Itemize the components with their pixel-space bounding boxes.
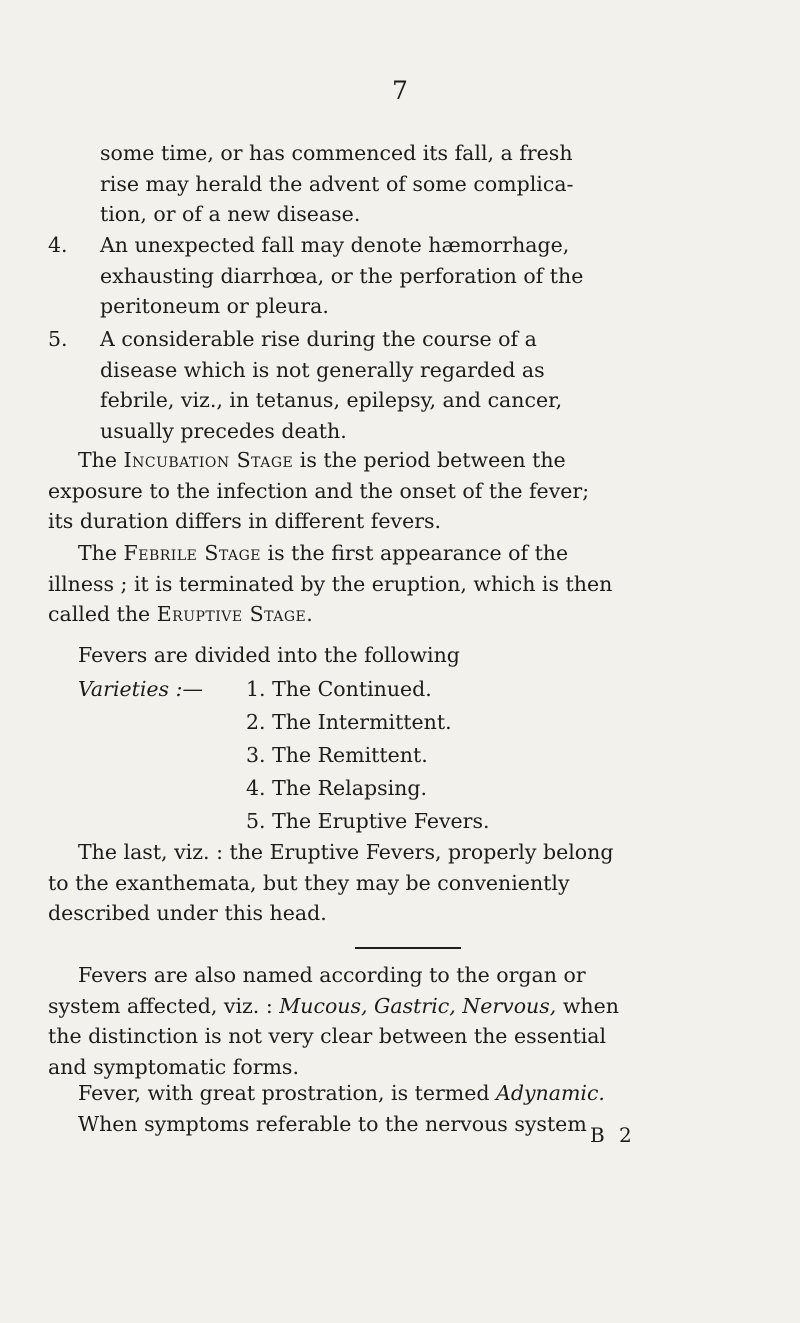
text-line [48,445,770,476]
text-line: described under this head. [48,901,327,925]
term-adynamic: Adynamic. [496,1081,605,1105]
text-line: peritoneum or pleura. [100,294,329,318]
text-span: when [556,993,619,1018]
text-line: and symptomatic forms. [48,1054,299,1079]
fever-types-terms: Mucous, Gastric, Nervous, [279,993,557,1018]
text-span: Fever, with great prostration, is termed [78,1081,497,1105]
text-line [48,991,770,1022]
page-number: 7 [392,76,408,105]
term-febrile-stage: Febrile Stage [123,541,261,565]
variety-item: 3. The Remittent. [246,743,428,767]
text-line: A considerable rise during the course of a [100,327,537,351]
adynamic-paragraph [48,1078,770,1139]
text-line: some time, or has commenced its fall, a fresh [100,141,573,165]
text-line: When symptoms referable to the nervous system [78,1111,587,1136]
variety-item: 2. The Intermittent. [246,710,452,734]
varieties-items [246,673,490,838]
text-line: illness ; it is terminated by the eruption, which is then [48,571,613,596]
text-span: system affected, viz. : [48,993,280,1018]
text-line [48,599,770,630]
text-line: The last, viz. : the Eruptive Fevers, properly belong [78,840,614,864]
febrile-paragraph [48,538,770,630]
term-incubation-stage: Incubation Stage [123,448,294,472]
text-line: rise may herald the advent of some complica- [100,171,574,196]
text-span: The [78,541,124,565]
text-line: tion, or of a new disease. [100,202,361,226]
incubation-paragraph [48,445,770,537]
text-line: An unexpected fall may denote hæmorrhage, [100,233,570,257]
term-eruptive-stage: Eruptive Stage. [156,602,314,626]
text-line: its duration differs in different fevers. [48,509,442,533]
list-number: 4. [48,233,68,257]
last-paragraph [48,837,770,929]
text-line: disease which is not generally regarded as [100,357,545,382]
text-line: to the exanthemata, but they may be conveniently [48,870,570,895]
text-line: the distinction is not very clear between the essential [48,1024,607,1048]
text-span: is the first appearance of the [261,541,569,565]
text-line: Fevers are also named according to the organ or [78,963,586,987]
text-line: usually precedes death. [100,418,347,443]
text-line [48,1078,770,1109]
text-span: The [78,448,124,472]
text-line: febrile, viz., in tetanus, epilepsy, and cancer, [100,388,563,412]
text-line: Fevers are divided into the following [78,643,460,667]
continuation-paragraph [100,138,780,230]
variety-item: 4. The Relapsing. [246,776,427,800]
text-line: exposure to the infection and the onset of the fever; [48,478,590,503]
text-span: called the [48,602,157,626]
varieties-intro [48,640,770,671]
section-divider [355,947,461,949]
signature-mark: B 2 [590,1123,636,1147]
variety-item: 5. The Eruptive Fevers. [246,809,490,833]
varieties-list [78,673,490,833]
text-line [48,538,770,569]
text-span: is the period between the [293,448,566,472]
variety-item: 1. The Continued. [246,677,432,701]
organ-paragraph [48,960,770,1082]
varieties-label: Varieties :— [78,677,204,701]
text-line: exhausting diarrhœa, or the perforation of the [100,263,584,288]
list-number: 5. [48,327,68,351]
